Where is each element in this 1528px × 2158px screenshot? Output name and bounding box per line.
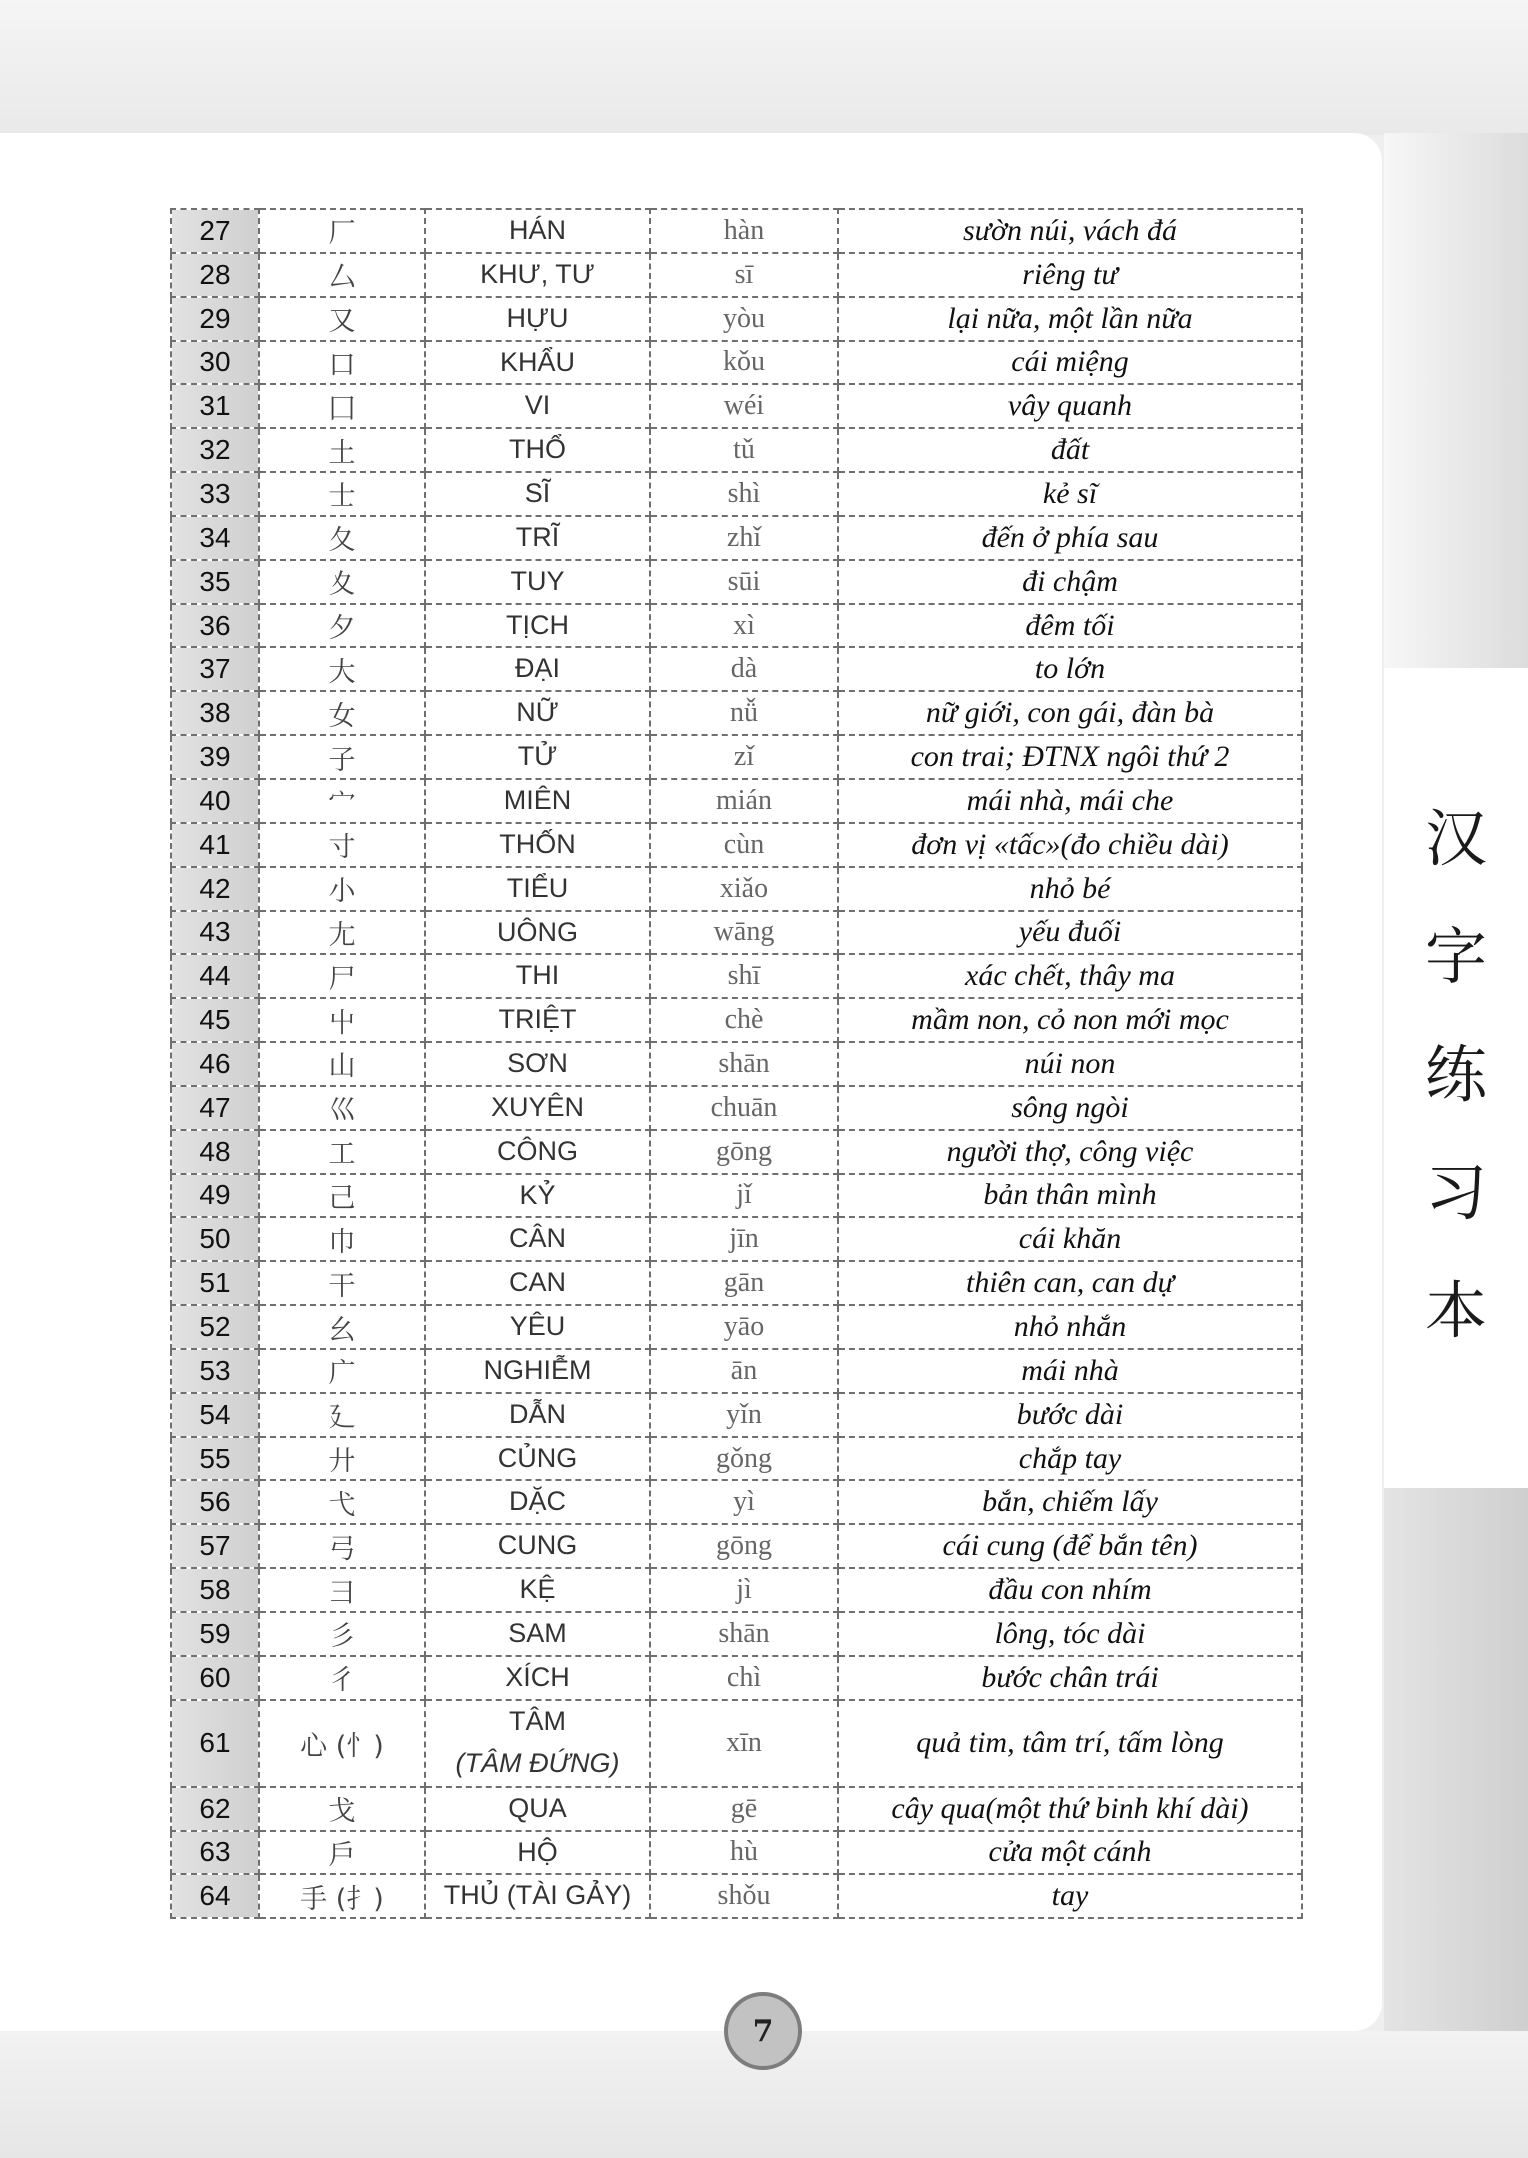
sino-vietnamese-name: KỆ xyxy=(425,1568,650,1612)
page-number-badge xyxy=(724,1992,802,2070)
meaning: nhỏ nhắn xyxy=(838,1305,1302,1349)
side-title xyxy=(1384,780,1528,1370)
pinyin: gǒng xyxy=(650,1437,838,1481)
table-row xyxy=(171,1874,1302,1918)
sino-vietnamese-name: YÊU xyxy=(425,1305,650,1349)
pinyin: hàn xyxy=(650,209,838,253)
pinyin: kǒu xyxy=(650,341,838,385)
meaning: người thợ, công việc xyxy=(838,1130,1302,1174)
table-row xyxy=(171,1217,1302,1261)
table-row xyxy=(171,1305,1302,1349)
radical-character: 口 xyxy=(259,341,425,385)
table-row xyxy=(171,1612,1302,1656)
row-number: 47 xyxy=(171,1086,259,1130)
radical-character: 戶 xyxy=(259,1831,425,1875)
row-number: 61 xyxy=(171,1700,259,1787)
table-row xyxy=(171,384,1302,428)
radical-character: 土 xyxy=(259,428,425,472)
row-number: 44 xyxy=(171,954,259,998)
pinyin: yāo xyxy=(650,1305,838,1349)
meaning: yếu đuối xyxy=(838,911,1302,955)
pinyin: sī xyxy=(650,253,838,297)
pinyin: shān xyxy=(650,1042,838,1086)
sino-vietnamese-name: CAN xyxy=(425,1261,650,1305)
table-row xyxy=(171,1524,1302,1568)
pinyin: gōng xyxy=(650,1130,838,1174)
pinyin: shān xyxy=(650,1612,838,1656)
pinyin: nǚ xyxy=(650,691,838,735)
meaning: mầm non, cỏ non mới mọc xyxy=(838,998,1302,1042)
pinyin: zǐ xyxy=(650,735,838,779)
row-number: 57 xyxy=(171,1524,259,1568)
radical-character: 夕 xyxy=(259,604,425,648)
pinyin: jīn xyxy=(650,1217,838,1261)
pinyin: shī xyxy=(650,954,838,998)
meaning: riêng tư xyxy=(838,253,1302,297)
table-row xyxy=(171,691,1302,735)
side-title-char: 汉 xyxy=(1424,802,1487,875)
sino-vietnamese-name: CUNG xyxy=(425,1524,650,1568)
row-number: 33 xyxy=(171,472,259,516)
radical-character: 又 xyxy=(259,297,425,341)
pinyin: yì xyxy=(650,1480,838,1524)
meaning: tay xyxy=(838,1874,1302,1918)
meaning: mái nhà, mái che xyxy=(838,779,1302,823)
row-number: 64 xyxy=(171,1874,259,1918)
pinyin: hù xyxy=(650,1831,838,1875)
table-row xyxy=(171,867,1302,911)
pinyin: wāng xyxy=(650,911,838,955)
pinyin: chì xyxy=(650,1656,838,1700)
table-row xyxy=(171,472,1302,516)
pinyin: yòu xyxy=(650,297,838,341)
table-row xyxy=(171,1437,1302,1481)
table-row xyxy=(171,604,1302,648)
row-number: 37 xyxy=(171,647,259,691)
radical-character: 巛 xyxy=(259,1086,425,1130)
pinyin: shǒu xyxy=(650,1874,838,1918)
radicals-table xyxy=(170,208,1303,1919)
radical-character: 心 (忄) xyxy=(259,1700,425,1787)
sino-vietnamese-name: TUY xyxy=(425,560,650,604)
table-row xyxy=(171,735,1302,779)
pinyin: zhǐ xyxy=(650,516,838,560)
meaning: vây quanh xyxy=(838,384,1302,428)
row-number: 45 xyxy=(171,998,259,1042)
row-number: 32 xyxy=(171,428,259,472)
meaning: cái miệng xyxy=(838,341,1302,385)
radical-character: 子 xyxy=(259,735,425,779)
row-number: 38 xyxy=(171,691,259,735)
sino-vietnamese-name-main: TÂM xyxy=(509,1706,566,1737)
radical-character: 夂 xyxy=(259,516,425,560)
row-number: 39 xyxy=(171,735,259,779)
side-title-char: 练 xyxy=(1424,1038,1487,1111)
radicals-table-body xyxy=(171,209,1302,1918)
sino-vietnamese-name: THỐN xyxy=(425,823,650,867)
sino-vietnamese-name: TRIỆT xyxy=(425,998,650,1042)
pinyin: mián xyxy=(650,779,838,823)
radical-character: 干 xyxy=(259,1261,425,1305)
radical-character: 彐 xyxy=(259,1568,425,1612)
table-row xyxy=(171,1700,1302,1787)
pinyin: shì xyxy=(650,472,838,516)
sino-vietnamese-name: KHẨU xyxy=(425,341,650,385)
row-number: 62 xyxy=(171,1787,259,1831)
row-number: 43 xyxy=(171,911,259,955)
row-number: 35 xyxy=(171,560,259,604)
radical-character: 幺 xyxy=(259,1305,425,1349)
row-number: 56 xyxy=(171,1480,259,1524)
side-title-char: 本 xyxy=(1424,1274,1487,1347)
sino-vietnamese-name: THỔ xyxy=(425,428,650,472)
radical-character: 宀 xyxy=(259,779,425,823)
sino-vietnamese-name: QUA xyxy=(425,1787,650,1831)
radical-character: 戈 xyxy=(259,1787,425,1831)
radical-character: 士 xyxy=(259,472,425,516)
table-row xyxy=(171,297,1302,341)
row-number: 28 xyxy=(171,253,259,297)
pinyin: xiǎo xyxy=(650,867,838,911)
radical-character: 夊 xyxy=(259,560,425,604)
table-row xyxy=(171,998,1302,1042)
sino-vietnamese-name: NỮ xyxy=(425,691,650,735)
sino-vietnamese-name: SAM xyxy=(425,1612,650,1656)
side-tab-bottom xyxy=(1384,1488,1528,2033)
radical-character: 厂 xyxy=(259,209,425,253)
meaning: đất xyxy=(838,428,1302,472)
radical-character: 彡 xyxy=(259,1612,425,1656)
sino-vietnamese-name: TỬ xyxy=(425,735,650,779)
row-number: 46 xyxy=(171,1042,259,1086)
sino-vietnamese-name: XÍCH xyxy=(425,1656,650,1700)
meaning: chắp tay xyxy=(838,1437,1302,1481)
row-number: 60 xyxy=(171,1656,259,1700)
table-row xyxy=(171,1831,1302,1875)
table-row xyxy=(171,1042,1302,1086)
side-title-char: 习 xyxy=(1424,1156,1487,1229)
meaning: thiên can, can dự xyxy=(838,1261,1302,1305)
page-number: 7 xyxy=(752,2013,774,2049)
pinyin: xīn xyxy=(650,1700,838,1787)
row-number: 48 xyxy=(171,1130,259,1174)
meaning: đi chậm xyxy=(838,560,1302,604)
radical-character: 巾 xyxy=(259,1217,425,1261)
meaning: nhỏ bé xyxy=(838,867,1302,911)
sino-vietnamese-name: CỦNG xyxy=(425,1437,650,1481)
table-row xyxy=(171,1480,1302,1524)
table-row xyxy=(171,1787,1302,1831)
radical-character: 廴 xyxy=(259,1393,425,1437)
pinyin: jì xyxy=(650,1568,838,1612)
row-number: 40 xyxy=(171,779,259,823)
table-row xyxy=(171,779,1302,823)
row-number: 29 xyxy=(171,297,259,341)
radical-character: 山 xyxy=(259,1042,425,1086)
table-row xyxy=(171,823,1302,867)
pinyin: xì xyxy=(650,604,838,648)
meaning: đơn vị «tấc»(đo chiều dài) xyxy=(838,823,1302,867)
radical-character: 彳 xyxy=(259,1656,425,1700)
row-number: 31 xyxy=(171,384,259,428)
pinyin: cùn xyxy=(650,823,838,867)
radical-character: 廾 xyxy=(259,1437,425,1481)
sino-vietnamese-name: KỶ xyxy=(425,1174,650,1218)
sino-vietnamese-name: HỘ xyxy=(425,1831,650,1875)
row-number: 30 xyxy=(171,341,259,385)
table-row xyxy=(171,647,1302,691)
meaning: núi non xyxy=(838,1042,1302,1086)
row-number: 59 xyxy=(171,1612,259,1656)
sino-vietnamese-name-sub: (TÂM ĐỨNG) xyxy=(455,1748,620,1779)
row-number: 63 xyxy=(171,1831,259,1875)
meaning: mái nhà xyxy=(838,1349,1302,1393)
meaning: sườn núi, vách đá xyxy=(838,209,1302,253)
row-number: 36 xyxy=(171,604,259,648)
meaning: đêm tối xyxy=(838,604,1302,648)
pinyin: chuān xyxy=(650,1086,838,1130)
row-number: 58 xyxy=(171,1568,259,1612)
row-number: 34 xyxy=(171,516,259,560)
top-band xyxy=(0,0,1528,135)
meaning: cái khăn xyxy=(838,1217,1302,1261)
meaning: bước chân trái xyxy=(838,1656,1302,1700)
row-number: 49 xyxy=(171,1174,259,1218)
radical-character: 大 xyxy=(259,647,425,691)
sino-vietnamese-name: SƠN xyxy=(425,1042,650,1086)
row-number: 53 xyxy=(171,1349,259,1393)
meaning: nữ giới, con gái, đàn bà xyxy=(838,691,1302,735)
sino-vietnamese-name: VI xyxy=(425,384,650,428)
meaning: kẻ sĩ xyxy=(838,472,1302,516)
radical-character: 女 xyxy=(259,691,425,735)
radical-character: 囗 xyxy=(259,384,425,428)
radical-character: 手 (扌) xyxy=(259,1874,425,1918)
radical-character: 弋 xyxy=(259,1480,425,1524)
meaning: xác chết, thây ma xyxy=(838,954,1302,998)
sino-vietnamese-name: XUYÊN xyxy=(425,1086,650,1130)
radical-character: 广 xyxy=(259,1349,425,1393)
sino-vietnamese-name: CÔNG xyxy=(425,1130,650,1174)
meaning: cây qua(một thứ binh khí dài) xyxy=(838,1787,1302,1831)
table-row xyxy=(171,1174,1302,1218)
sino-vietnamese-name: TRĨ xyxy=(425,516,650,560)
sino-vietnamese-name: DẪN xyxy=(425,1393,650,1437)
table-row xyxy=(171,209,1302,253)
row-number: 54 xyxy=(171,1393,259,1437)
meaning: bước dài xyxy=(838,1393,1302,1437)
table-row xyxy=(171,341,1302,385)
table-row xyxy=(171,1261,1302,1305)
table-row xyxy=(171,1086,1302,1130)
sino-vietnamese-name: UÔNG xyxy=(425,911,650,955)
meaning: lại nữa, một lần nữa xyxy=(838,297,1302,341)
radical-character: 弓 xyxy=(259,1524,425,1568)
pinyin: ān xyxy=(650,1349,838,1393)
pinyin: gōng xyxy=(650,1524,838,1568)
meaning: bản thân mình xyxy=(838,1174,1302,1218)
row-number: 50 xyxy=(171,1217,259,1261)
meaning: đầu con nhím xyxy=(838,1568,1302,1612)
sino-vietnamese-name: CÂN xyxy=(425,1217,650,1261)
sino-vietnamese-name: KHƯ, TƯ xyxy=(425,253,650,297)
table-row xyxy=(171,516,1302,560)
radical-character: 寸 xyxy=(259,823,425,867)
sino-vietnamese-name: HÁN xyxy=(425,209,650,253)
pinyin: tǔ xyxy=(650,428,838,472)
meaning: sông ngòi xyxy=(838,1086,1302,1130)
pinyin: gān xyxy=(650,1261,838,1305)
radical-character: 厶 xyxy=(259,253,425,297)
sino-vietnamese-name: SĨ xyxy=(425,472,650,516)
side-tab-top xyxy=(1384,133,1528,668)
radical-character: 尢 xyxy=(259,911,425,955)
radical-character: 小 xyxy=(259,867,425,911)
sino-vietnamese-name: DẶC xyxy=(425,1480,650,1524)
radical-character: 工 xyxy=(259,1130,425,1174)
radical-character: 己 xyxy=(259,1174,425,1218)
meaning: quả tim, tâm trí, tấm lòng xyxy=(838,1700,1302,1787)
table-row xyxy=(171,1130,1302,1174)
table-row xyxy=(171,253,1302,297)
pinyin: jǐ xyxy=(650,1174,838,1218)
table-row xyxy=(171,954,1302,998)
row-number: 52 xyxy=(171,1305,259,1349)
table-row xyxy=(171,560,1302,604)
pinyin: gē xyxy=(650,1787,838,1831)
table-row xyxy=(171,911,1302,955)
row-number: 42 xyxy=(171,867,259,911)
sino-vietnamese-name: TIỂU xyxy=(425,867,650,911)
sino-vietnamese-name: HỰU xyxy=(425,297,650,341)
row-number: 41 xyxy=(171,823,259,867)
pinyin: wéi xyxy=(650,384,838,428)
meaning: con trai; ĐTNX ngôi thứ 2 xyxy=(838,735,1302,779)
row-number: 55 xyxy=(171,1437,259,1481)
meaning: đến ở phía sau xyxy=(838,516,1302,560)
row-number: 27 xyxy=(171,209,259,253)
table-row xyxy=(171,1349,1302,1393)
table-row xyxy=(171,1393,1302,1437)
meaning: cái cung (để bắn tên) xyxy=(838,1524,1302,1568)
sino-vietnamese-name: TỊCH xyxy=(425,604,650,648)
pinyin: dà xyxy=(650,647,838,691)
table-row xyxy=(171,1656,1302,1700)
row-number: 51 xyxy=(171,1261,259,1305)
sino-vietnamese-name: ĐẠI xyxy=(425,647,650,691)
sino-vietnamese-name: NGHIỄM xyxy=(425,1349,650,1393)
pinyin: yǐn xyxy=(650,1393,838,1437)
meaning: bắn, chiếm lấy xyxy=(838,1480,1302,1524)
meaning: cửa một cánh xyxy=(838,1831,1302,1875)
radical-character: 尸 xyxy=(259,954,425,998)
meaning: lông, tóc dài xyxy=(838,1612,1302,1656)
meaning: to lớn xyxy=(838,647,1302,691)
sino-vietnamese-name: THỦ (TÀI GẢY) xyxy=(425,1874,650,1918)
pinyin: sūi xyxy=(650,560,838,604)
sino-vietnamese-name: MIÊN xyxy=(425,779,650,823)
sino-vietnamese-name: THI xyxy=(425,954,650,998)
radical-character: 屮 xyxy=(259,998,425,1042)
pinyin: chè xyxy=(650,998,838,1042)
table-row xyxy=(171,428,1302,472)
table-row xyxy=(171,1568,1302,1612)
sino-vietnamese-name xyxy=(425,1700,650,1787)
side-title-char: 字 xyxy=(1424,920,1487,993)
